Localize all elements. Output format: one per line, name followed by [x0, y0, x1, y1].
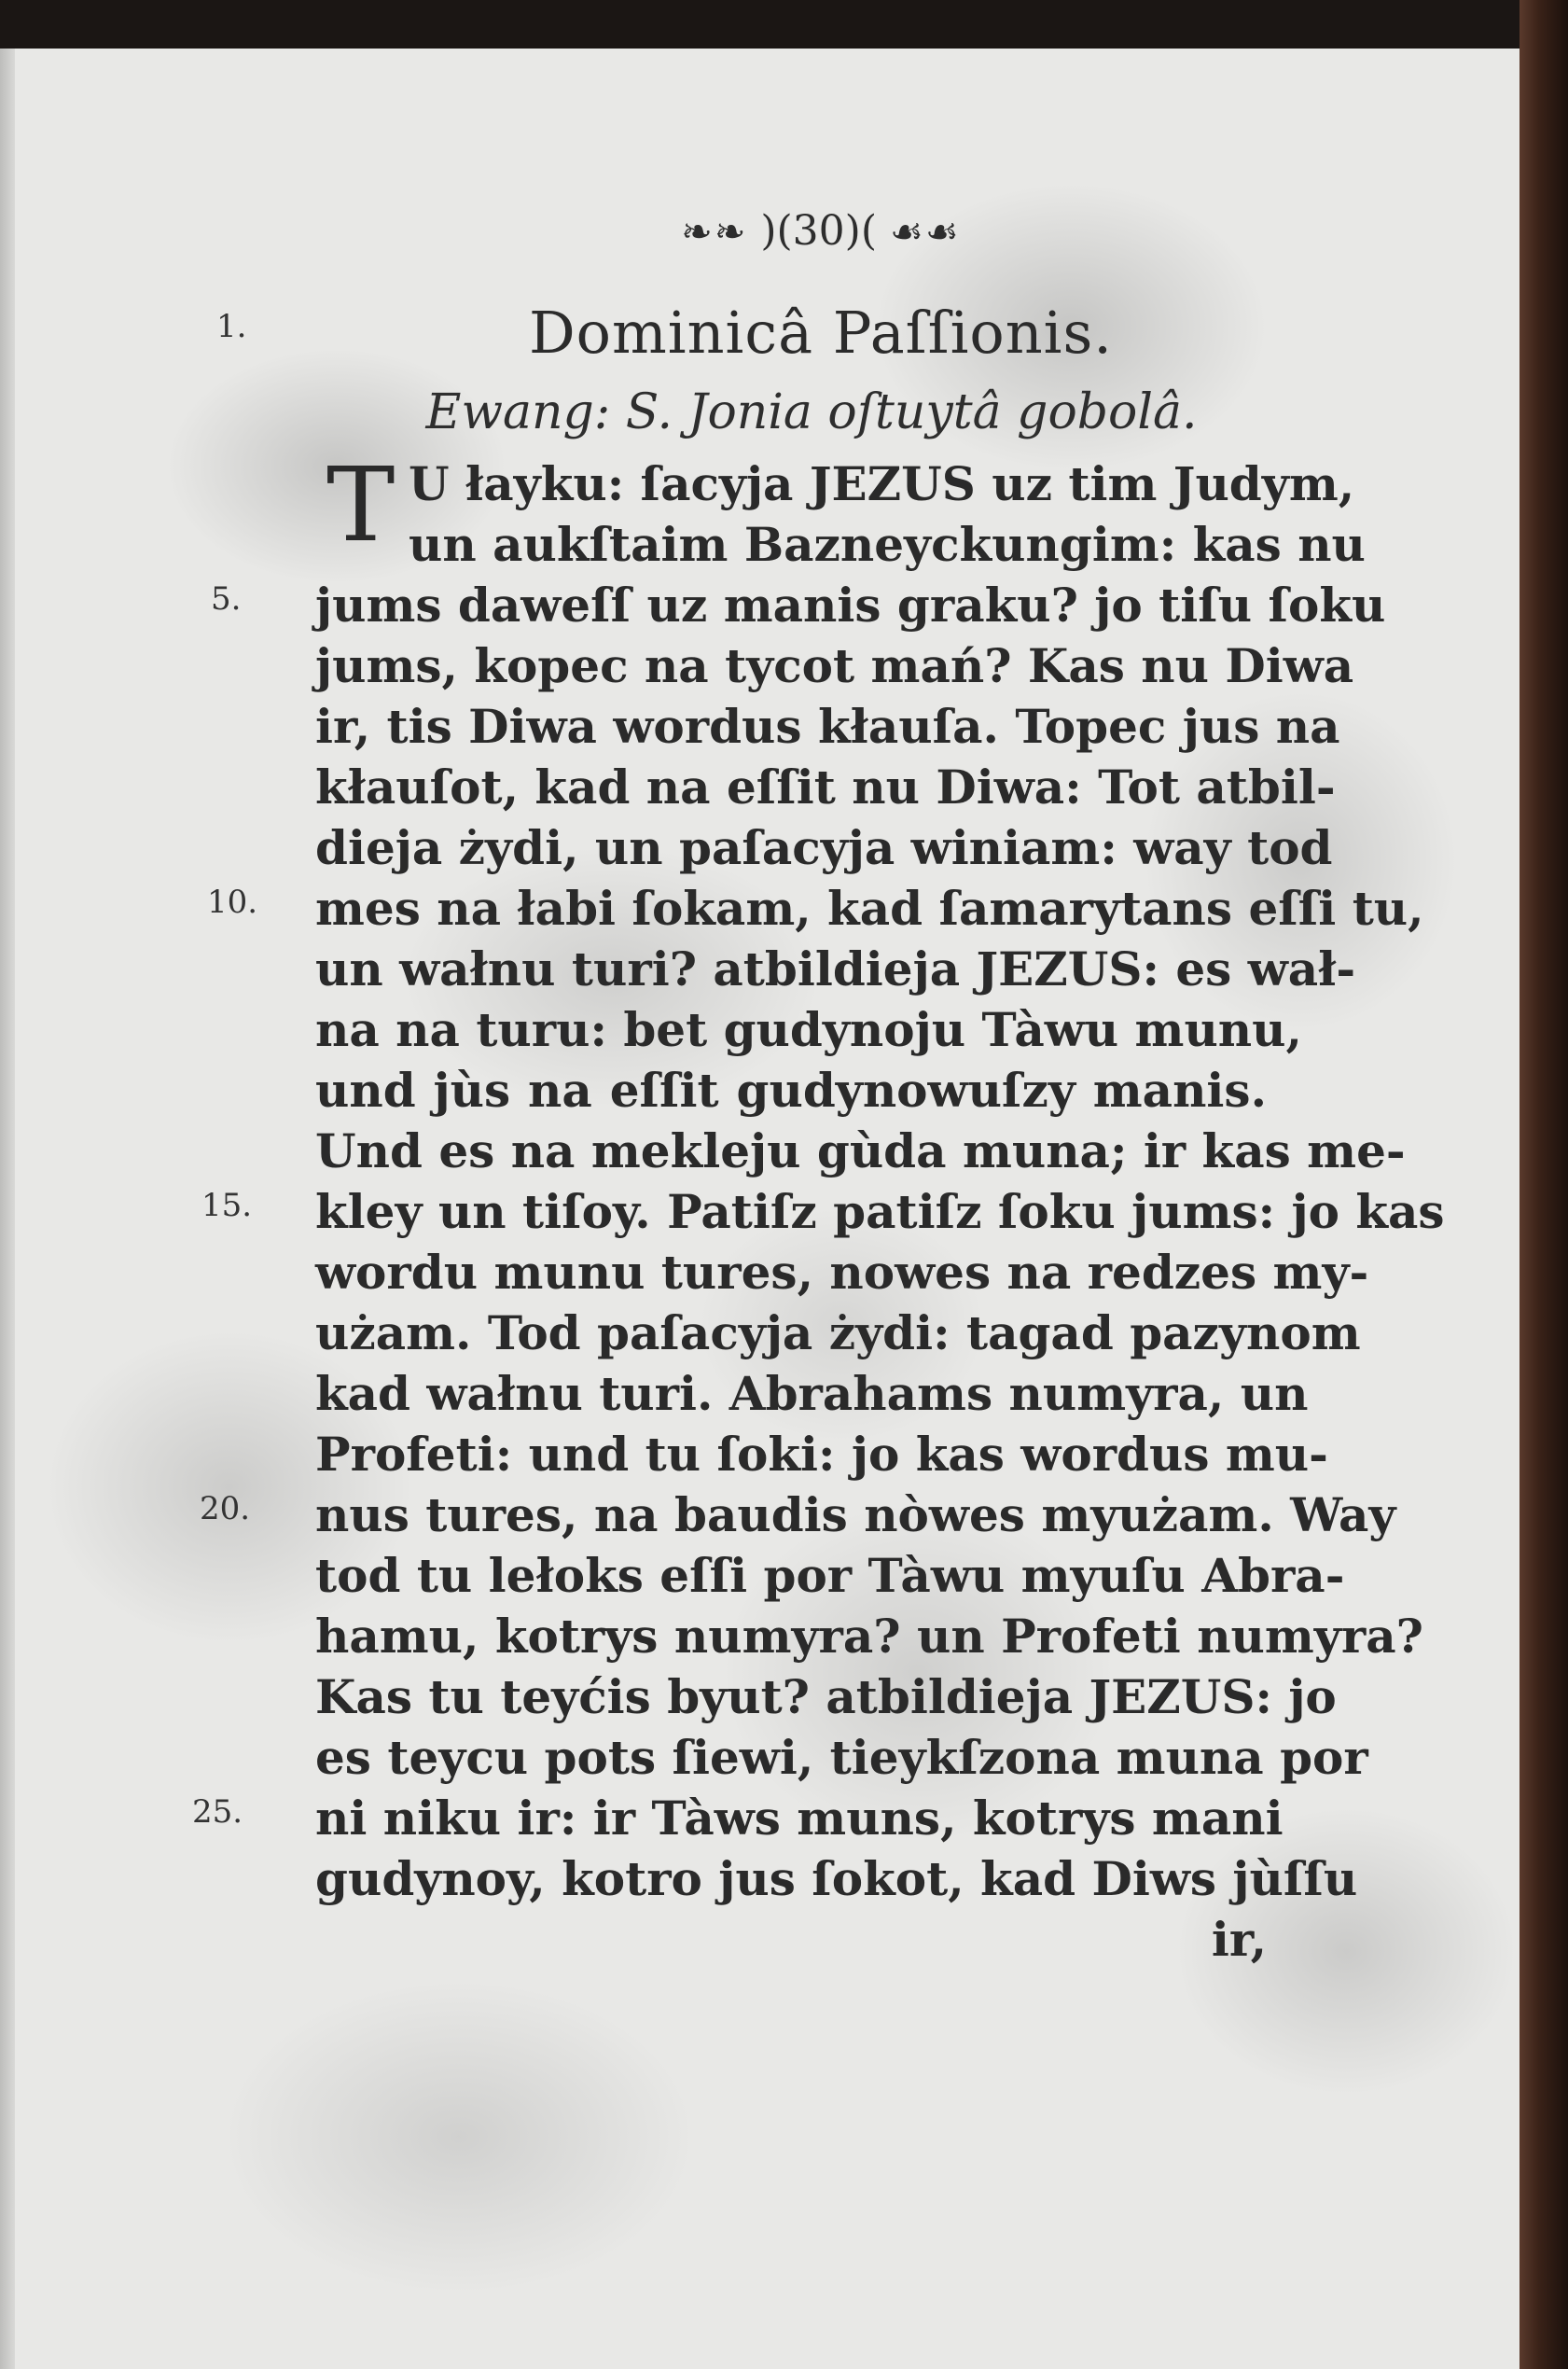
text-line: kley un tiſoy. Patiſz patiſz ſoku jums: jo kas [315, 1184, 1445, 1239]
ornament-right-icon: ☙☙ [889, 211, 961, 254]
line-number-1: 1. [216, 308, 247, 345]
text-line: un aukſtaim Bazneyckungim: kas nu [409, 517, 1366, 572]
line-number-5: 5. [211, 580, 242, 618]
text-line: nus tures, na baudis nòwes myużam. Way [315, 1487, 1396, 1542]
text-line: und jùs na eſſit gudynowuſzy manis. [315, 1063, 1267, 1118]
text-line: mes na łabi ſokam, kad ſamarytans eſſi tu, [315, 881, 1424, 936]
line-number-20: 20. [200, 1490, 251, 1527]
line-number-10: 10. [207, 884, 258, 921]
line-number-15: 15. [201, 1187, 253, 1224]
book-spine [1519, 0, 1568, 2369]
body-text [315, 445, 1445, 1970]
text-line: jums, kopec na tycot mań? Kas nu Diwa [315, 638, 1354, 693]
line-number-25: 25. [192, 1793, 243, 1831]
section-subtitle: Ewang: S. Jonia oſtuytâ gobolâ. [425, 384, 1198, 440]
text-line: tod tu lełoks eſſi por Tàwu myuſu Abra- [315, 1548, 1345, 1603]
catchword: ir, [1211, 1912, 1267, 1967]
text-line: wordu munu tures, nowes na redzes my- [315, 1245, 1369, 1300]
text-line: ni niku ir: ir Tàws muns, kotrys mani [315, 1791, 1284, 1846]
page-number: )(30)( [760, 207, 877, 255]
text-line: gudynoy, kotro jus ſokot, kad Diws jùſſu [315, 1851, 1358, 1906]
section-title: Dominicâ Paſſionis. [528, 299, 1114, 367]
ornament-left-icon: ❧❧ [681, 211, 748, 254]
text-line: kad wałnu turi. Abrahams numyra, un [315, 1366, 1309, 1421]
text-line: hamu, kotrys numyra? un Profeti numyra? [315, 1609, 1423, 1664]
text-line: Und es na mekleju gùda muna; ir kas me- [315, 1123, 1406, 1178]
text-line: U łayku: ſacyja JEZUS uz tim Judym, [409, 456, 1355, 511]
text-line: un wałnu turi? atbildieja JEZUS: es wał- [315, 941, 1356, 996]
text-line: ir, tis Diwa wordus kłauſa. Topec jus na [315, 699, 1340, 754]
drop-cap: T [326, 445, 395, 564]
text-line: jums daweſſ uz manis graku? jo tiſu ſoku [315, 578, 1386, 633]
text-line: Profeti: und tu ſoki: jo kas wordus mu- [315, 1427, 1328, 1482]
page-header [653, 207, 989, 263]
text-line: es teycu pots ſiewi, tieykſzona muna por [315, 1730, 1368, 1785]
text-line: kłauſot, kad na eſſit nu Diwa: Tot atbil- [315, 759, 1336, 815]
page-edge [0, 49, 15, 2369]
text-line: użam. Tod paſacyja żydi: tagad pazynom [315, 1305, 1361, 1360]
text-line: dieja żydi, un paſacyja winiam: way tod [315, 820, 1333, 875]
text-line: na na turu: bet gudynoju Tàwu munu, [315, 1002, 1302, 1057]
text-line: Kas tu teyćis byut? atbildieja JEZUS: jo [315, 1669, 1337, 1724]
